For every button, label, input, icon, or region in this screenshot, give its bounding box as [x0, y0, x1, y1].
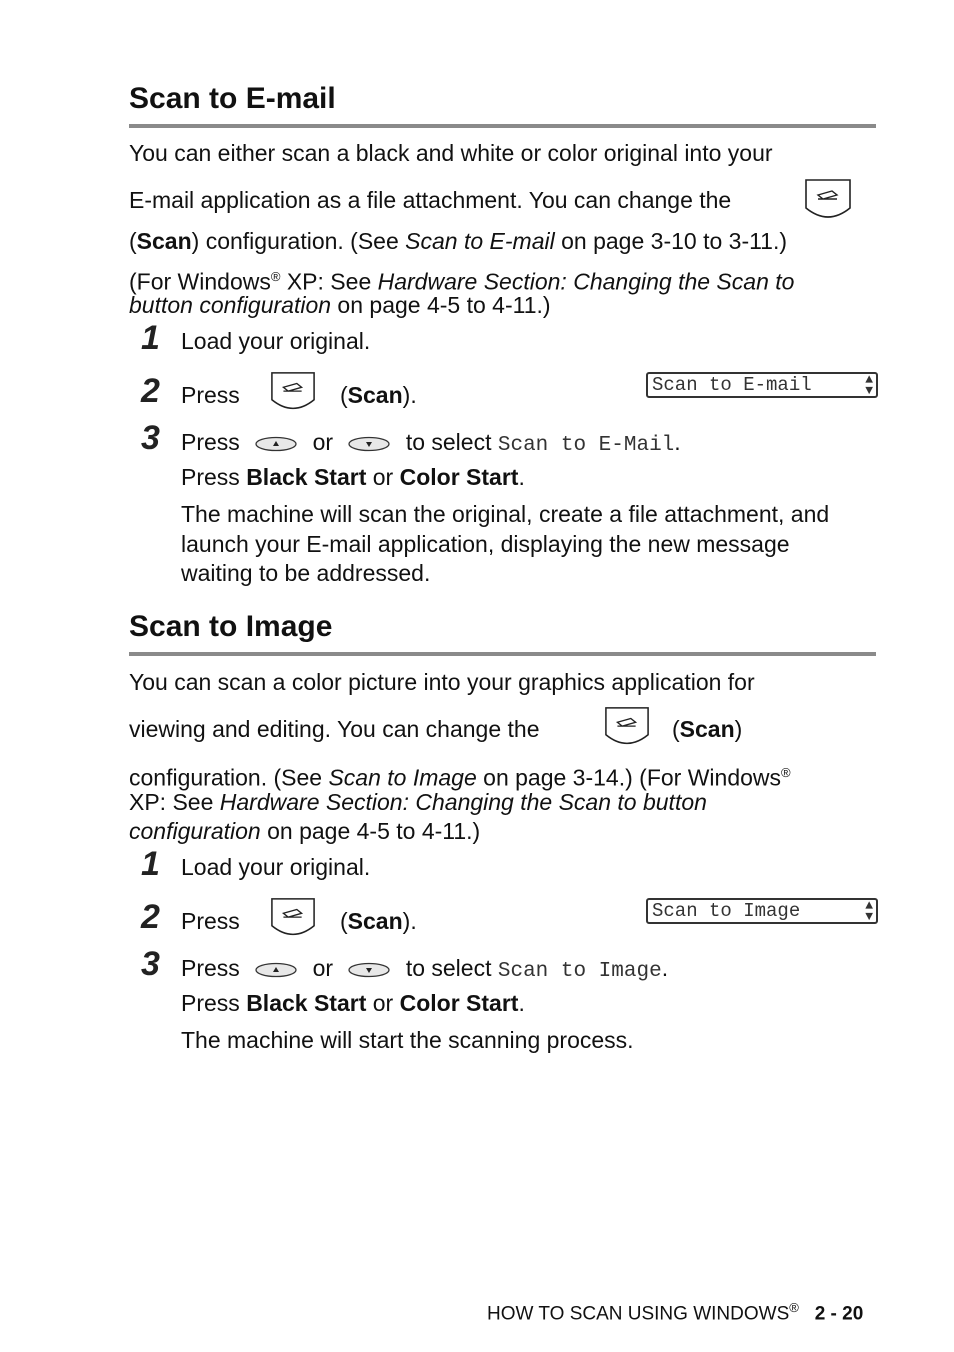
up-down-arrows-icon: ▲ ▼ — [865, 372, 873, 398]
scan-key-icon — [804, 178, 852, 226]
windows-reference: XP: See Hardware Section: Changing the Scan to button — [129, 789, 707, 815]
down-arrow-key-icon — [347, 436, 391, 452]
step-text: Press — [181, 382, 240, 408]
step-number: 2 — [141, 898, 160, 936]
up-arrow-key-icon — [254, 436, 298, 452]
scan-key-icon — [270, 371, 316, 417]
step-number: 3 — [141, 419, 160, 457]
lcd-display: Scan to E-mail ▲ ▼ — [646, 372, 878, 398]
step-text: (Scan). — [340, 382, 417, 408]
scan-key-label: Scan — [136, 228, 192, 254]
section-rule — [129, 652, 876, 656]
result-text: The machine will scan the original, create a file attachment, and — [181, 501, 830, 527]
windows-reference: configuration on page 4-5 to 4-11.) — [129, 818, 481, 844]
step-text: Press or to select Scan to Image. — [181, 955, 669, 983]
result-text: The machine will start the scanning process. — [181, 1027, 634, 1053]
cross-reference: Scan to E-mail — [405, 228, 555, 254]
lcd-display: Scan to Image ▲ ▼ — [646, 898, 878, 924]
result-text: waiting to be addressed. — [181, 560, 431, 586]
menu-option: Scan to E-Mail — [497, 434, 675, 457]
intro-text: E-mail application as a file attachment. You can change the — [129, 187, 732, 213]
footer-label: HOW TO SCAN USING WINDOWS — [487, 1303, 790, 1325]
cross-reference: Scan to Image — [328, 764, 477, 791]
section-rule — [129, 124, 876, 128]
black-start-key: Black Start — [246, 464, 367, 490]
menu-option: Scan to Image — [497, 960, 662, 983]
up-arrow-key-icon — [254, 962, 298, 978]
windows-reference: button configuration on page 4-5 to 4-11.) — [129, 292, 551, 318]
intro-text: You can scan a color picture into your graphics application for — [129, 669, 755, 695]
page-number: 2 - 20 — [814, 1303, 864, 1325]
step-number: 1 — [141, 845, 160, 883]
scan-key-icon — [604, 706, 650, 752]
step-text: Load your original. — [181, 328, 371, 354]
step-text: Press or to select Scan to E-Mail. — [181, 429, 681, 457]
intro-text: viewing and editing. You can change the — [129, 716, 540, 742]
step-text: Press Black Start or Color Start. — [181, 464, 525, 490]
black-start-key: Black Start — [246, 990, 367, 1016]
color-start-key: Color Start — [399, 464, 519, 490]
scan-key-icon — [270, 897, 316, 943]
intro-text: You can either scan a black and white or color original into your — [129, 140, 773, 166]
color-start-key: Color Start — [399, 990, 519, 1016]
step-number: 2 — [141, 372, 160, 410]
section-title-scan-to-email: Scan to E-mail — [129, 82, 336, 115]
up-down-arrows-icon: ▲ ▼ — [865, 898, 873, 924]
section-title-scan-to-image: Scan to Image — [129, 610, 333, 643]
step-text: Press — [181, 908, 240, 934]
step-number: 1 — [141, 319, 160, 357]
windows-reference: (For Windows® XP: See Hardware Section: Changing the Scan to — [129, 268, 795, 295]
page-footer: HOW TO SCAN USING WINDOWS® 2 - 20 — [487, 1300, 864, 1325]
scan-key-label: (Scan) — [672, 716, 743, 742]
result-text: launch your E-mail application, displaying the new message — [181, 531, 790, 557]
config-line: (Scan) configuration. (See Scan to E-mail on page 3-10 to 3-11.) — [129, 228, 788, 254]
down-arrow-key-icon — [347, 962, 391, 978]
step-text: Press Black Start or Color Start. — [181, 990, 525, 1016]
step-number: 3 — [141, 945, 160, 983]
config-line: configuration. (See Scan to Image on page 3-14.) (For Windows® — [129, 764, 791, 791]
step-text: (Scan). — [340, 908, 417, 934]
step-text: Load your original. — [181, 854, 371, 880]
